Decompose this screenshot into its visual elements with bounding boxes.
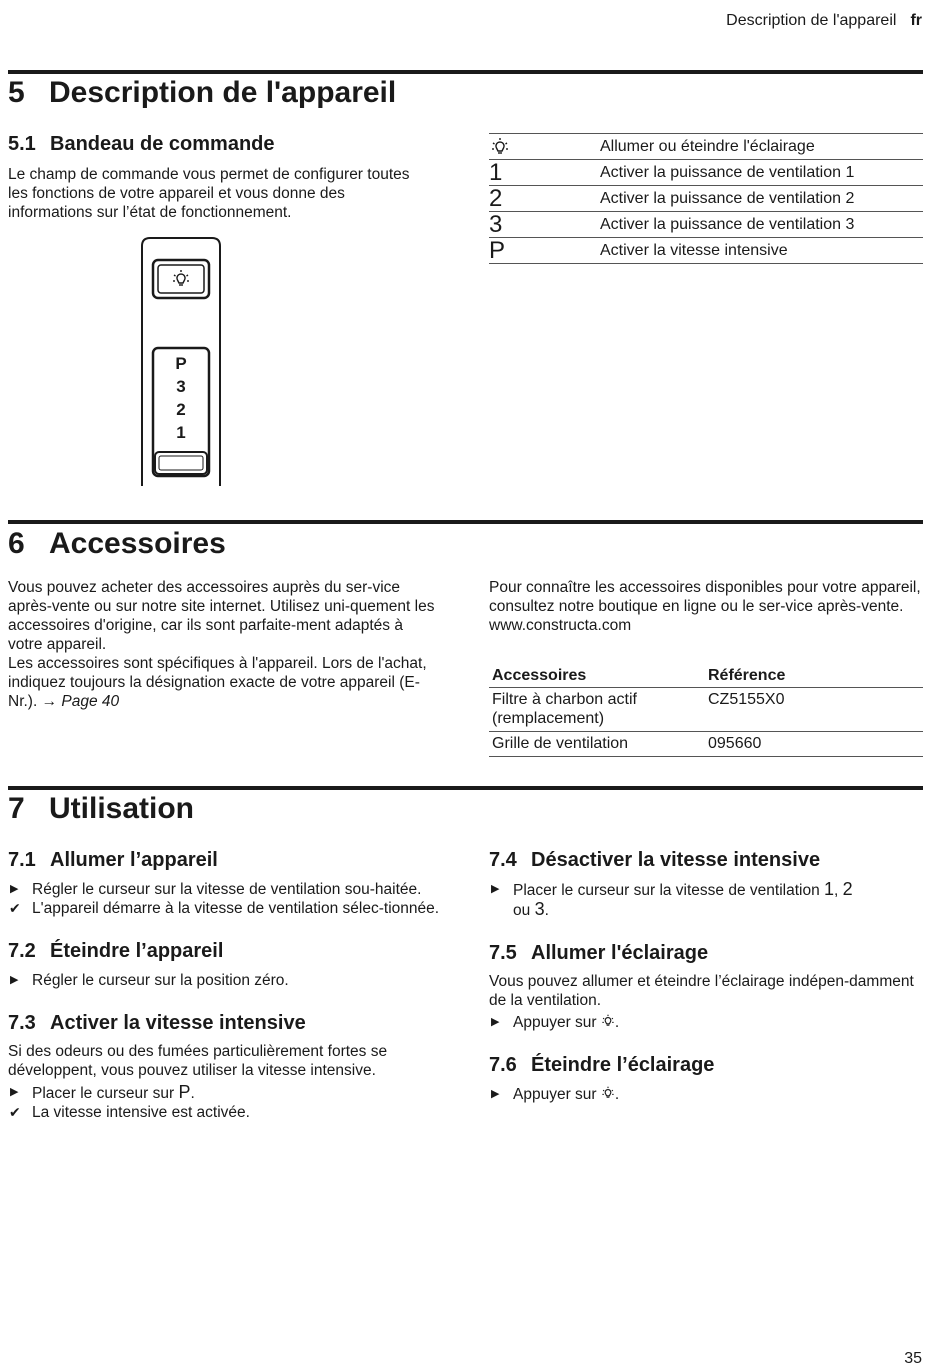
slider-label-p: P — [175, 354, 187, 373]
section-5-1-text: Le champ de commande vous permet de configurer toutes les fonctions de votre appareil et vous donne des informations sur l’état de fonctionnement. — [8, 166, 410, 221]
instruction-step: ▶ Régler le curseur sur la position zéro. — [10, 972, 289, 989]
light-icon — [173, 270, 189, 285]
section-7-1-title: 7.1 Allumer l’appareil — [8, 849, 218, 871]
control-legend-table — [489, 133, 923, 264]
table-row — [489, 688, 923, 732]
symbol-2: 2 — [842, 879, 853, 899]
legend-symbol: P — [489, 238, 600, 264]
column-header-accessories: Accessoires — [489, 665, 705, 688]
legend-row — [489, 186, 923, 212]
running-header-title: Description de l'appareil — [726, 12, 897, 29]
symbol-p: P — [178, 1082, 191, 1102]
section-7-2-title: 7.2 Éteindre l’appareil — [8, 940, 224, 962]
bullet-triangle-icon: ▶ — [491, 883, 500, 895]
section-7-left-column — [8, 849, 440, 1122]
section-7-4-title: 7.4 Désactiver la vitesse intensive — [489, 849, 821, 871]
table-header-row — [489, 665, 923, 688]
page-reference-link[interactable]: Page 40 — [61, 693, 120, 710]
legend-text: Activer la puissance de ventilation 2 — [600, 186, 923, 212]
legend-symbol: 3 — [489, 212, 600, 238]
bullet-triangle-icon: ▶ — [10, 883, 19, 895]
section-7-3-title: 7.3 Activer la vitesse intensive — [8, 1012, 306, 1034]
checkmark-icon: ✔ — [9, 1104, 21, 1120]
accessory-name: Filtre à charbon actif (remplacement) — [489, 688, 705, 732]
light-icon — [601, 1014, 615, 1028]
slider-labels — [170, 352, 192, 444]
legend-row — [489, 160, 923, 186]
section-5-title: 5 Description de l'appareil — [8, 76, 397, 109]
symbol-3: 3 — [534, 899, 545, 919]
table-row — [489, 732, 923, 757]
page-number: 35 — [904, 1350, 922, 1367]
legend-text: Activer la puissance de ventilation 1 — [600, 160, 923, 186]
accessories-paragraph-3: Pour connaître les accessoires disponibles pour votre appareil, consultez notre boutique en ligne ou le ser-vice après-vente. — [489, 579, 921, 615]
legend-symbol: 1 — [489, 160, 600, 186]
section-rule — [8, 70, 923, 74]
section-7-right-column — [489, 849, 923, 1104]
symbol-1: 1 — [824, 879, 835, 899]
accessories-paragraph-1: Vous pouvez acheter des accessoires auprès du ser-vice après-vente ou sur notre site internet. Utilisez uni-quement les accessoires d'origine, car ils sont parfaite-ment adaptés à votre appareil. — [8, 579, 435, 653]
slider-label-3: 3 — [176, 377, 186, 396]
instruction-step: ▶ Appuyer sur . — [491, 1014, 620, 1031]
legend-text: Activer la puissance de ventilation 3 — [600, 212, 923, 238]
legend-symbol: 2 — [489, 186, 600, 212]
legend-text: Allumer ou éteindre l'éclairage — [600, 134, 923, 160]
section-7-title: 7 Utilisation — [8, 792, 195, 825]
section-6-left-column — [8, 578, 440, 711]
legend-symbol — [489, 134, 600, 160]
checkmark-icon: ✔ — [9, 900, 21, 916]
legend-row — [489, 134, 923, 160]
instruction-step: ▶ Régler le curseur sur la vitesse de ventilation sou-haitée. — [10, 881, 422, 898]
light-icon — [489, 137, 511, 157]
bullet-triangle-icon: ▶ — [491, 1088, 500, 1100]
result-item: ✔ La vitesse intensive est activée. — [9, 1104, 250, 1121]
language-code: fr — [910, 12, 922, 29]
running-header — [726, 12, 922, 30]
instruction-step: ▶ Appuyer sur . — [491, 1086, 620, 1103]
accessory-reference: CZ5155X0 — [705, 688, 923, 732]
instruction-step: ▶ Placer le curseur sur la vitesse de ventilation 1, 2 ou 3. — [491, 879, 853, 919]
slider-label-2: 2 — [176, 400, 186, 419]
accessory-reference: 095660 — [705, 732, 923, 757]
accessories-paragraph-2: Les accessoires sont spécifiques à l'appareil. Lors de l'achat, indiquez toujours la désignation exacte de votre appareil (E-Nr.). → Page 40 — [8, 655, 427, 710]
section-7-3-text: Si des odeurs ou des fumées particulièrement fortes se développent, vous pouvez utiliser la vitesse intensive. — [8, 1043, 388, 1079]
accessories-table — [489, 665, 923, 757]
light-icon — [601, 1086, 615, 1100]
section-7-5-text: Vous pouvez allumer et éteindre l’éclairage indépen-damment de la ventilation. — [489, 973, 914, 1009]
result-item: ✔ L'appareil démarre à la vitesse de ventilation sélec-tionnée. — [9, 900, 440, 917]
section-7-5-title: 7.5 Allumer l'éclairage — [489, 942, 709, 964]
section-rule — [8, 520, 923, 524]
bullet-triangle-icon: ▶ — [10, 1086, 19, 1098]
legend-text: Activer la vitesse intensive — [600, 238, 923, 264]
section-rule — [8, 786, 923, 790]
slider-knob — [155, 452, 207, 474]
legend-row — [489, 212, 923, 238]
column-header-reference: Référence — [705, 665, 923, 688]
section-5-1-title: 5.1 Bandeau de commande — [8, 133, 275, 155]
section-7-6-title: 7.6 Éteindre l’éclairage — [489, 1054, 715, 1076]
website-link[interactable]: www.constructa.com — [489, 617, 632, 634]
slider-label-1: 1 — [176, 423, 186, 442]
accessory-name: Grille de ventilation — [489, 732, 705, 757]
instruction-step: ▶ Placer le curseur sur P. — [10, 1082, 195, 1102]
bullet-triangle-icon: ▶ — [491, 1016, 500, 1028]
arrow-right-icon: → — [41, 693, 58, 710]
section-6-title: 6 Accessoires — [8, 527, 226, 560]
section-6-right-column — [489, 578, 923, 635]
bullet-triangle-icon: ▶ — [10, 974, 19, 986]
legend-row — [489, 238, 923, 264]
